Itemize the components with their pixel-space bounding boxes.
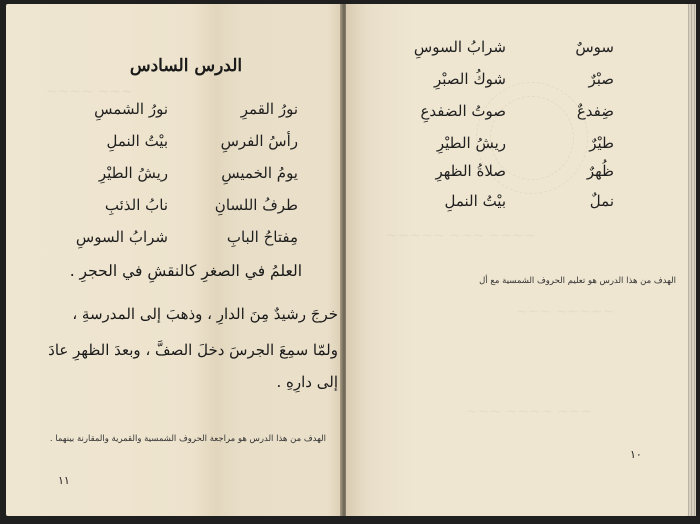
story-line: إلى دارِهِ . (276, 373, 338, 391)
word-pair-a: رأسُ الفرسِ (220, 132, 298, 150)
single-word: ظُهرٌ (586, 162, 614, 180)
lesson-title: الدرس السادس (129, 56, 243, 76)
word-pair-b: نورُ الشمسِ (94, 100, 168, 118)
single-word: طيْرٌ (589, 134, 614, 152)
phrase: شرابُ السوسِ (413, 38, 506, 56)
bleed-through-text: ~~~ ~~~~ (46, 84, 133, 100)
single-word: ضِفدعٌ (576, 102, 614, 120)
page-number: ١١ (58, 474, 70, 487)
phrase: صلاةُ الظهرِ (435, 162, 506, 180)
phrase: بيْتُ النملِ (444, 192, 506, 210)
single-word: سوسٌ (575, 38, 614, 56)
bleed-through-text: ~~~ ~~~~ ~~~ (466, 404, 593, 420)
word-pair-b: شرابُ السوسِ (75, 228, 168, 246)
proverb-sentence: العلمُ في الصغرِ كالنقشِ في الحجرِ . (69, 262, 302, 280)
word-pair-b: بيْتُ النملِ (106, 132, 168, 150)
word-pair-b: نابُ الذئبِ (104, 196, 168, 214)
bleed-through-text: ~~~~ ~~~ ~~~~~ (386, 228, 536, 244)
story-line: ولمّا سمِعَ الجرسَ دخلَ الصفَّ ، وبعدَ الظهرِ عادَ (48, 341, 338, 359)
right-page (346, 4, 688, 516)
single-word: نملٌ (589, 192, 614, 210)
page-number: ١٠ (630, 448, 642, 461)
word-pair-a: يومُ الخميسِ (221, 164, 298, 182)
story-line: خرجَ رشيدٌ مِنَ الدارِ ، وذهبَ إلى المدرسةِ ، (72, 305, 338, 323)
phrase: صوتُ الضفدعِ (420, 102, 506, 120)
teacher-note: الهدف من هذا الدرس هو مراجعة الحروف الشمسية والقمرية والمقارنة بينهما . (49, 434, 326, 444)
teacher-note: الهدف من هذا الدرس هو تعليم الحروف الشمسية مع أل (479, 276, 676, 286)
word-pair-a: طرفُ اللسانِ (214, 196, 298, 214)
word-pair-b: ريشُ الطيْرِ (98, 164, 168, 182)
left-page (6, 4, 344, 516)
single-word: صبْرٌ (588, 70, 614, 88)
word-pair-a: نورُ القمرِ (240, 100, 298, 118)
phrase: ريشُ الطيْرِ (436, 134, 506, 152)
bleed-through-text: ~~~~~ ~~~ (516, 304, 615, 320)
word-pair-a: مِفتاحُ البابِ (226, 228, 298, 246)
phrase: شوكُ الصبْرِ (434, 70, 506, 88)
